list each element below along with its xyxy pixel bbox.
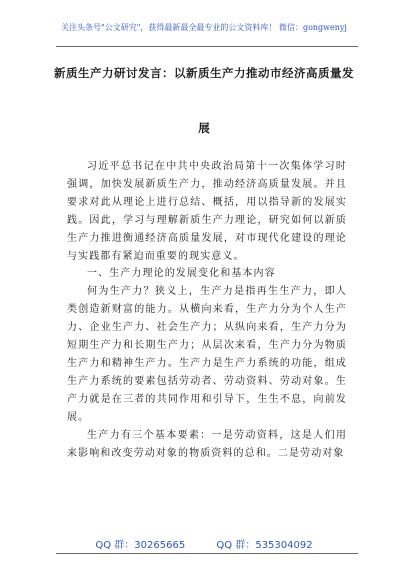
header-promo-note: 关注头条号"公文研究"，获得最新最全最专业的公文资料库！ 微信：gongwenyj bbox=[61, 23, 347, 32]
footer-qq-group-1: QQ 群：30265665 bbox=[95, 540, 186, 551]
document-title: 新质生产力研讨发言：以新质生产力推动市经济高质量发 bbox=[54, 66, 354, 80]
document-title-continuation: 展 bbox=[198, 121, 210, 135]
footer-qq-group-2: QQ 群：535304092 bbox=[216, 540, 313, 551]
footer-divider bbox=[56, 553, 358, 554]
header-divider bbox=[56, 46, 358, 47]
footer-contact bbox=[0, 536, 408, 551]
body-paragraph: 生产力有三个基本要素：一是劳动资料，这是人们用来影响和改变劳动对象的物质资料的总和。二是劳动对象 bbox=[67, 429, 347, 459]
section-heading: 一、生产力理论的发展变化和基本内容 bbox=[87, 268, 276, 280]
document-body bbox=[67, 158, 347, 462]
body-paragraph: 何为生产力？狭义上，生产力是指再生生产力，即人类创造新财富的能力。从横向来看，生产力分为个人生产力、企业生产力、社会生产力；从纵向来看，生产力分为短期生产力和长期生产力；从层次来看，生产力分为物质生产力和精神生产力。生产力是生产力系统的功能，组成生产力系统的要素包括劳动者、劳动资料、劳动对象。生产力就是在三者的共同作用和引导下，生生不息，向前发展。 bbox=[67, 286, 347, 423]
body-paragraph-intro: 习近平总书记在中共中央政治局第十一次集体学习时强调，加快发展新质生产力，推动经济高质量发展。并且要求对此从理论上进行总结、概括，用以指导新的发展实践。因此，学习与理解新质生产力理论，研究如何以新质生产力推进衡通经济高质量发展，对市现代化建设的理论与实践都有紧迫而重要的现实意义。 bbox=[67, 161, 347, 262]
